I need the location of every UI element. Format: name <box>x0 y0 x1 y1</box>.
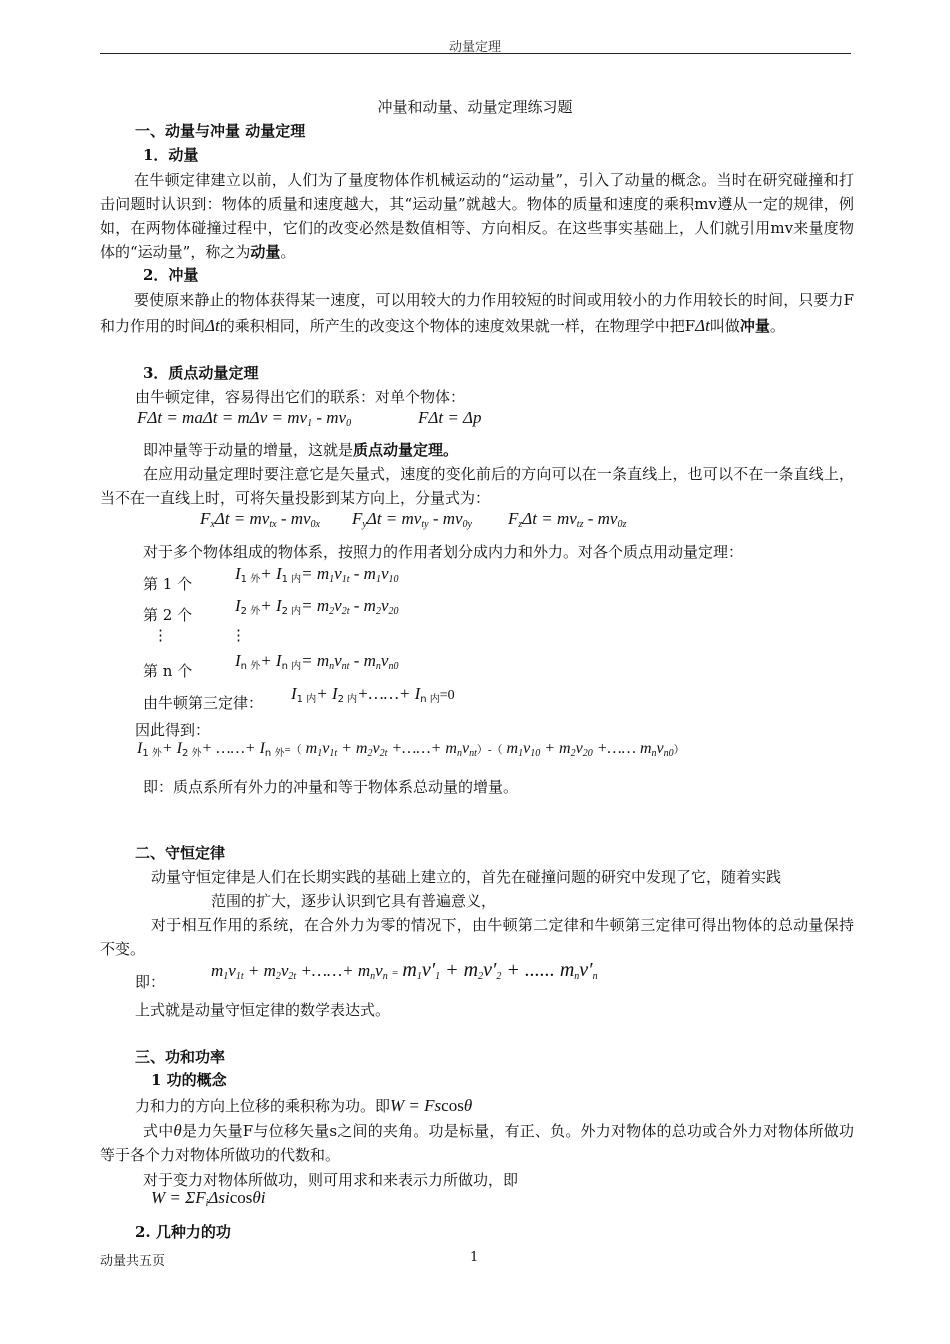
row-1-formula: I1 外+ I1 内= $m_1v_{1t} - m_1v_{10}$ <box>235 564 399 585</box>
system-theorem-formula: I1 外+ I2 外+ ……+ In 外=（ $m_1v_{1t} + m_2v_{2t}$ +……+ $m_nv_{nt})-$（ $m_1v_{10} + m_2v_{20}$ +…… $m_nv_{n0}$） <box>137 740 685 759</box>
subsection-momentum-heading: 1．动量 <box>143 146 199 164</box>
conservation-ji-label: 即： <box>135 973 166 991</box>
conservation-paragraph-1a: 动量守恒定律是人们在长期实践的基础上建立的，首先在碰撞问题的研究中发现了它，随着实践 <box>151 868 782 886</box>
delta-t-formula: Δt <box>205 316 220 335</box>
single-body-formula: $F\Delta t = ma\Delta t = m\Delta v = mv_1 - mv_0$ <box>137 408 352 429</box>
component-formula-y: $F_y\Delta t = mv_{ty} - mv_{0y}$ <box>352 509 472 530</box>
section-2-heading: 二、守恒定律 <box>135 844 226 862</box>
work-definition: 力和力的方向上位移的乘积称为功。即W = Fscosθ <box>135 1096 473 1115</box>
conservation-after: 上式就是动量守恒定律的数学表达式。 <box>135 1001 391 1019</box>
impulse-momentum-formula: FΔt = Δp <box>418 408 482 427</box>
work-formula: W = Fscosθ <box>390 1096 473 1115</box>
therefore-label: 因此得到： <box>135 721 211 739</box>
vertical-dots-right: ⋮ <box>231 626 246 644</box>
subsection-work-concept: 1 功的概念 <box>151 1071 227 1089</box>
conservation-paragraph-1b: 范围的扩大，逐步认识到它具有普遍意义， <box>211 892 497 910</box>
page-header: 动量定理 <box>448 40 501 55</box>
momentum-paragraph: 在牛顿定律建立以前，人们为了量度物体作机械运动的“运动量”，引入了动量的概念。当时在研究碰撞和打击问题时认识到：物体的质量和速度越大，其“运动量”就越大。物体的质量和速度的乘积mv遵从一定的规律，例如，在两物体碰撞过程中，它们的改变必然是数值相等、方向相反。在这些事实基础上，人们就引用mv来量度物体的“运动量”，称之为动量。 <box>100 171 854 261</box>
delta-t-formula: Δt <box>695 316 710 335</box>
conservation-formula: $m_1v_{1t} + m_2v_{2t}$ +……+ $m_nv_n = m_1v'_1 + m_2v'_2$ + ...... $m_nv'_n$ <box>211 959 598 982</box>
footer-page-number: 1 <box>470 1250 479 1265</box>
subsection-impulse-heading: 2．冲量 <box>143 266 199 284</box>
subsection-several-forces: 2. 几种力的功 <box>135 1223 231 1241</box>
subsection-theorem-heading: 3．质点动量定理 <box>143 364 259 382</box>
theorem-statement: 即冲量等于动量的增量，这就是质点动量定理。 <box>143 441 459 459</box>
document-title: 冲量和动量、动量定理练习题 <box>377 98 573 116</box>
theorem-intro: 由牛顿定律，容易得出它们的联系：对单个物体： <box>135 388 466 406</box>
row-2-label: 第 2 个 <box>143 606 193 624</box>
footer-left-text: 动量共五页 <box>100 1254 166 1269</box>
variable-force-paragraph: 对于变力对物体所做功，则可用求和来表示力所做功，即 <box>143 1171 519 1189</box>
row-1-label: 第 1 个 <box>143 575 193 593</box>
work-angle-paragraph: 式中θ是力矢量F与位移矢量s之间的夹角。功是标量，有正、负。外力对物体的总功或合外力对物体所做功等于各个力对物体所做功的代数和。 <box>100 1121 854 1164</box>
row-n-formula: In 外+ In 内= $m_nv_{nt} - m_nv_{n0}$ <box>235 651 399 672</box>
third-law-formula: I1 内+ I2 内+……+ In 内=0 <box>291 684 455 705</box>
system-paragraph: 对于多个物体组成的物体系，按照力的作用者划分成内力和外力。对各个质点用动量定理： <box>143 543 744 561</box>
section-3-heading: 三、功和功率 <box>135 1048 226 1066</box>
impulse-paragraph: 要使原来静止的物体获得某一速度，可以用较大的力作用较短的时间或用较小的力作用较长的时间，只要力F和力作用的时间Δt的乘积相同，所产生的改变这个物体的速度效果就一样，在物理学中把FΔt叫做冲量。 <box>100 291 854 335</box>
component-formula-x: $F_x\Delta t = mv_{tx} - mv_{0x}$ <box>200 509 320 530</box>
vertical-dots-left: ⋮ <box>153 626 168 644</box>
vector-paragraph: 在应用动量定理时要注意它是矢量式，速度的变化前后的方向可以在一条直线上，也可以不在一条直线上，当不在一直线上时，可将矢量投影到某方向上，分量式为： <box>100 465 854 507</box>
conservation-paragraph-2: 对于相互作用的系统，在合外力为零的情况下，由牛顿第二定律和牛顿第三定律可得出物体的总动量保持不变。 <box>100 916 854 958</box>
variable-work-formula: $W = \Sigma F_i\Delta sicos\theta i$ <box>151 1188 266 1209</box>
theorem-conclusion: 即：质点系所有外力的冲量和等于物体系总动量的增量。 <box>143 778 519 796</box>
section-1-heading: 一、动量与冲量 动量定理 <box>135 122 306 140</box>
row-n-label: 第 n 个 <box>143 662 193 680</box>
row-2-formula: I2 外+ I2 内= $m_2v_{2t} - m_2v_{20}$ <box>235 596 399 617</box>
header-rule <box>100 53 851 54</box>
third-law-label: 由牛顿第三定律： <box>143 694 264 712</box>
component-formula-z: $F_z\Delta t = mv_{tz} - mv_{0z}$ <box>508 509 627 530</box>
